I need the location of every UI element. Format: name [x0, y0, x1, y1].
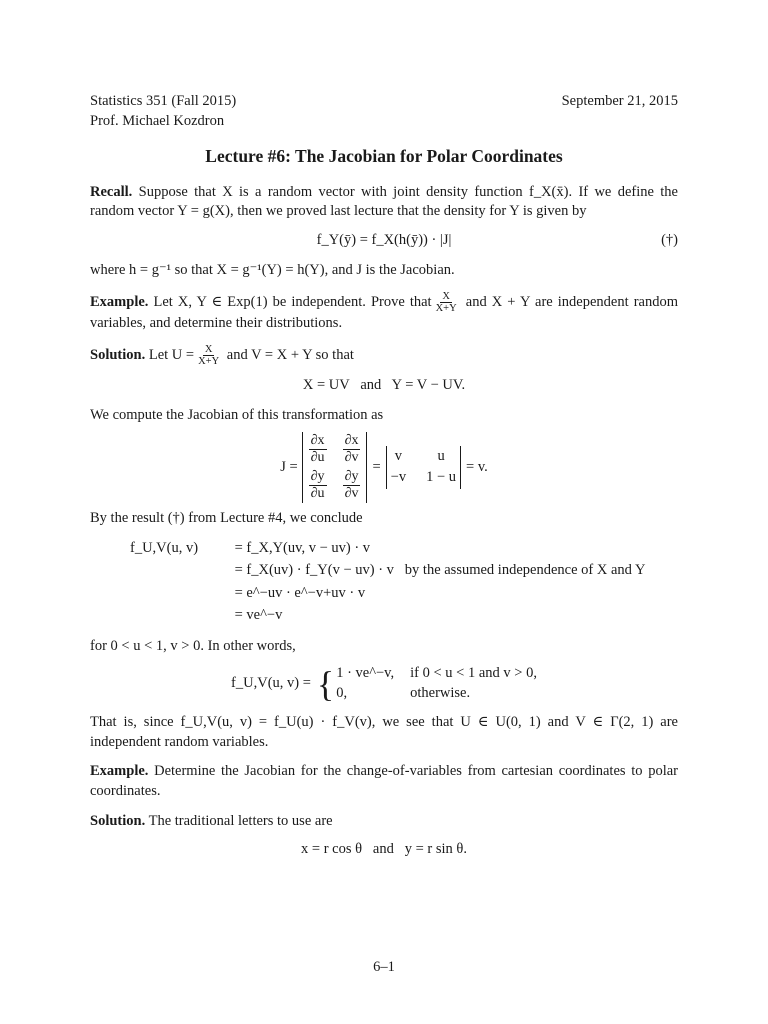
- recall-label: Recall.: [90, 183, 133, 200]
- recall-after: where h = g⁻¹ so that X = g⁻¹(Y) = h(Y), and J is the Jacobian.: [90, 262, 455, 279]
- left-brace-icon: {: [316, 663, 335, 704]
- det-entry-22: 1 − u: [426, 469, 457, 486]
- jacobian-intro: We compute the Jacobian of this transformation as: [90, 407, 384, 424]
- conclusion-text: That is, since f_U,V(u, v) = f_U(u) · f_V(v), we see that U ∈ U(0, 1) and V ∈ Γ(2, 1) are independent random variables.: [90, 714, 678, 750]
- substitution-equation: X = UV and Y = V − UV.: [302, 376, 466, 393]
- recall-paragraph: [90, 183, 678, 222]
- lecture-title: Lecture #6: The Jacobian for Polar Coordinates: [205, 146, 563, 167]
- derivation-lhs-3: [130, 604, 231, 626]
- det-entry-21: −v: [390, 469, 407, 486]
- jacobian-rhs: = v.: [466, 458, 488, 475]
- example2-text: Determine the Jacobian for the change-of-variables from cartesian coordinates to polar coordinates.: [90, 763, 678, 799]
- solution1-frac-num: X: [204, 343, 213, 355]
- case-cond-0: if 0 < u < 1 and v > 0,: [410, 665, 537, 682]
- recall-text: Suppose that X is a random vector with joint density function f_X(x̄). If we define the random vector Y = g(X), then we proved last lecture that the density for Y is given by: [90, 183, 678, 220]
- case-value-1: 0,: [336, 684, 348, 701]
- equation-tag: (†): [661, 231, 678, 248]
- polar-equation: x = r cos θ and y = r sin θ.: [301, 841, 467, 858]
- cases-equation: [231, 664, 537, 703]
- example1-paragraph: [90, 291, 678, 334]
- page: [90, 92, 678, 871]
- by-result-text: By the result (†) from Lecture #4, we conclude: [90, 510, 363, 527]
- partial-yu-den: ∂u: [310, 486, 325, 502]
- partials-determinant: [302, 432, 368, 503]
- example1-frac-den: X+Y: [435, 303, 457, 315]
- value-determinant: [386, 446, 461, 489]
- partial-yu: [309, 469, 327, 502]
- det-entry-11: v: [394, 447, 403, 464]
- partial-xu-num: ∂x: [309, 433, 327, 450]
- derivation-lhs-1: [130, 559, 231, 581]
- derivation-lhs-2: [130, 582, 231, 604]
- partial-yv-num: ∂y: [343, 469, 361, 486]
- solution2-paragraph: [90, 812, 678, 832]
- solution1-frac-den: X+Y: [198, 355, 220, 367]
- example1-text-b: and X + Y are independent random variables, and determine their distributions.: [90, 293, 679, 332]
- instructor-name: Prof. Michael Kozdron: [90, 112, 225, 129]
- example2-label: Example.: [90, 763, 149, 780]
- partial-yu-num: ∂y: [309, 469, 327, 486]
- jacobian-equation: [280, 432, 488, 503]
- other-words-text: for 0 < u < 1, v > 0. In other words,: [90, 637, 296, 654]
- partial-xv: [343, 433, 361, 466]
- density-formula: f_Y(ȳ) = f_X(h(ȳ)) · |J|: [316, 231, 452, 248]
- solution1-text-a: Let U =: [145, 346, 195, 363]
- partial-xu: [309, 433, 327, 466]
- solution1-label: Solution.: [90, 346, 146, 363]
- solution2-text: The traditional letters to use are: [145, 812, 333, 829]
- derivation-lhs-0: f_U,V(u, v): [130, 539, 199, 556]
- derivation-rhs-2: = e^−uv · e^−v+uv · v: [234, 584, 366, 601]
- jacobian-display: [90, 432, 678, 503]
- derivation-rhs-1: = f_X(uv) · f_Y(v − uv) · v by the assumed independence of X and Y: [234, 562, 646, 579]
- solution2-label: Solution.: [90, 812, 146, 829]
- cases-grid: [336, 664, 537, 703]
- solution1-paragraph: [90, 344, 678, 367]
- solution1-text-b: and V = X + Y so that: [223, 346, 354, 363]
- jacobian-lhs: J =: [280, 458, 298, 475]
- case-value-0: 1 · ve^−v,: [336, 665, 395, 682]
- det-entry-12: u: [437, 447, 445, 464]
- derivation-rhs-3: = ve^−v: [234, 607, 283, 624]
- example1-fraction: [434, 291, 459, 314]
- cases-display: [90, 664, 678, 703]
- example1-text-a: Let X, Y ∈ Exp(1) be independent. Prove that: [148, 293, 432, 310]
- cases-lhs: f_U,V(u, v) =: [231, 674, 311, 691]
- solution1-fraction: [196, 344, 221, 367]
- density-derivation: [130, 537, 678, 627]
- partial-xu-den: ∂u: [310, 449, 325, 465]
- derivation-rhs-0: = f_X,Y(uv, v − uv) · v: [234, 539, 371, 556]
- course-name: Statistics 351 (Fall 2015): [90, 93, 237, 109]
- partial-yv: [343, 469, 361, 502]
- example2-paragraph: [90, 762, 678, 801]
- jacobian-equals: =: [372, 458, 381, 475]
- partial-xv-num: ∂x: [343, 433, 361, 450]
- partial-yv-den: ∂v: [344, 486, 359, 502]
- example1-frac-num: X: [442, 291, 450, 302]
- density-equation: [90, 231, 678, 251]
- partial-xv-den: ∂v: [344, 449, 359, 465]
- lecture-date: September 21, 2015: [561, 93, 678, 109]
- case-cond-1: otherwise.: [410, 684, 471, 701]
- page-number: 6–1: [373, 959, 395, 975]
- header-row: [90, 92, 678, 112]
- example1-label: Example.: [90, 293, 149, 310]
